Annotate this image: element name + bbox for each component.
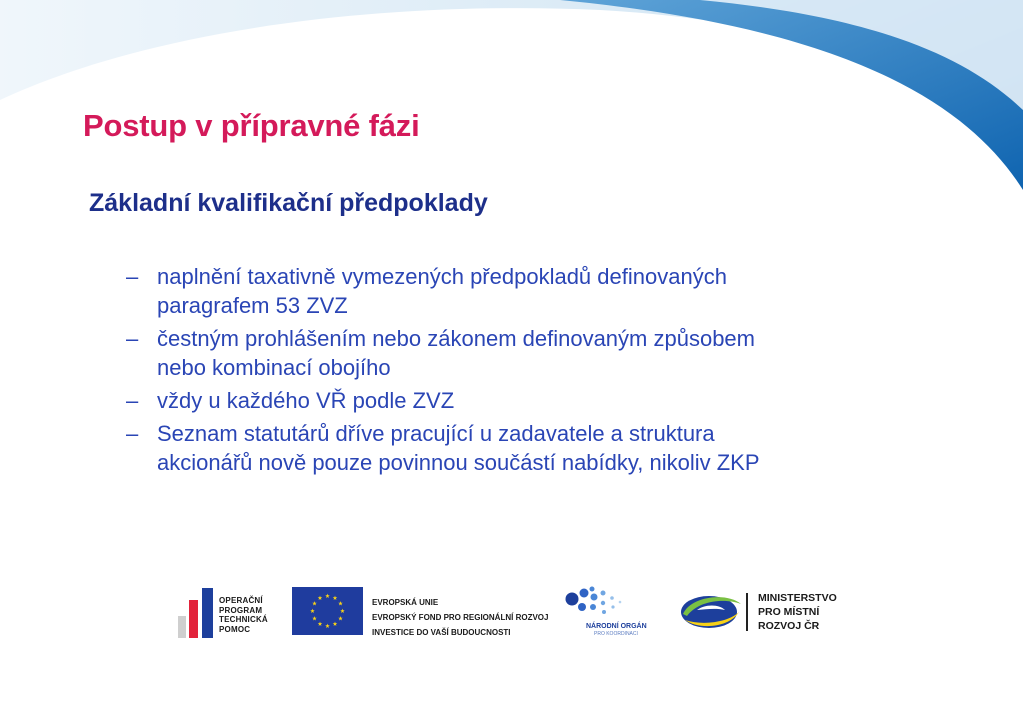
bullet-text-line: Seznam statutárů dříve pracující u zadavatele a struktura: [157, 421, 715, 446]
list-item: [126, 419, 906, 477]
nok-dots-icon: [560, 585, 650, 625]
nok-logo: [560, 585, 650, 640]
optp-label: OPERAČNÍ PROGRAM TECHNICKÁ POMOC: [219, 596, 268, 634]
bullet-marker: –: [126, 326, 139, 351]
bullet-text-line: naplnění taxativně vymezených předpokladů definovaných: [157, 264, 727, 289]
bullet-text-line: nebo kombinací obojího: [157, 355, 391, 380]
mmr-emblem-icon: [679, 590, 743, 634]
list-item: [126, 386, 906, 415]
optp-bar-red: [189, 600, 198, 638]
nok-label: NÁRODNÍ ORGÁN: [586, 623, 647, 630]
bullet-marker: –: [126, 264, 139, 289]
eu-label: EVROPSKÁ UNIE EVROPSKÝ FOND PRO REGIONÁLNÍ ROZVOJ INVESTICE DO VAŠÍ BUDOUCNOSTI: [372, 598, 549, 637]
bullet-text-line: čestným prohlášením nebo zákonem definovaným způsobem: [157, 326, 755, 351]
optp-logo: [178, 586, 278, 638]
optp-bar-blue: [202, 588, 213, 638]
mmr-divider: [746, 593, 748, 631]
list-item: [126, 262, 906, 320]
eu-logo: [292, 587, 552, 637]
decorative-swoosh: [0, 0, 1023, 200]
bullet-list: [126, 262, 906, 481]
section-subtitle: Základní kvalifikační předpoklady: [89, 189, 488, 217]
list-item: [126, 324, 906, 382]
eu-flag-icon: [292, 587, 363, 635]
optp-bar-gray: [178, 616, 186, 638]
bullet-text-line: paragrafem 53 ZVZ: [157, 293, 348, 318]
mmr-label: MINISTERSTVO PRO MÍSTNÍ ROZVOJ ČR: [758, 592, 837, 632]
bullet-text-line: akcionářů nově pouze povinnou součástí nabídky, nikoliv ZKP: [157, 450, 760, 475]
nok-sublabel: PRO KOORDINACI: [594, 631, 638, 637]
page-title: Postup v přípravné fázi: [83, 108, 420, 143]
mmr-logo: [679, 590, 859, 635]
bullet-marker: –: [126, 388, 139, 413]
bullet-marker: –: [126, 421, 139, 446]
bullet-text-line: vždy u každého VŘ podle ZVZ: [157, 388, 455, 413]
